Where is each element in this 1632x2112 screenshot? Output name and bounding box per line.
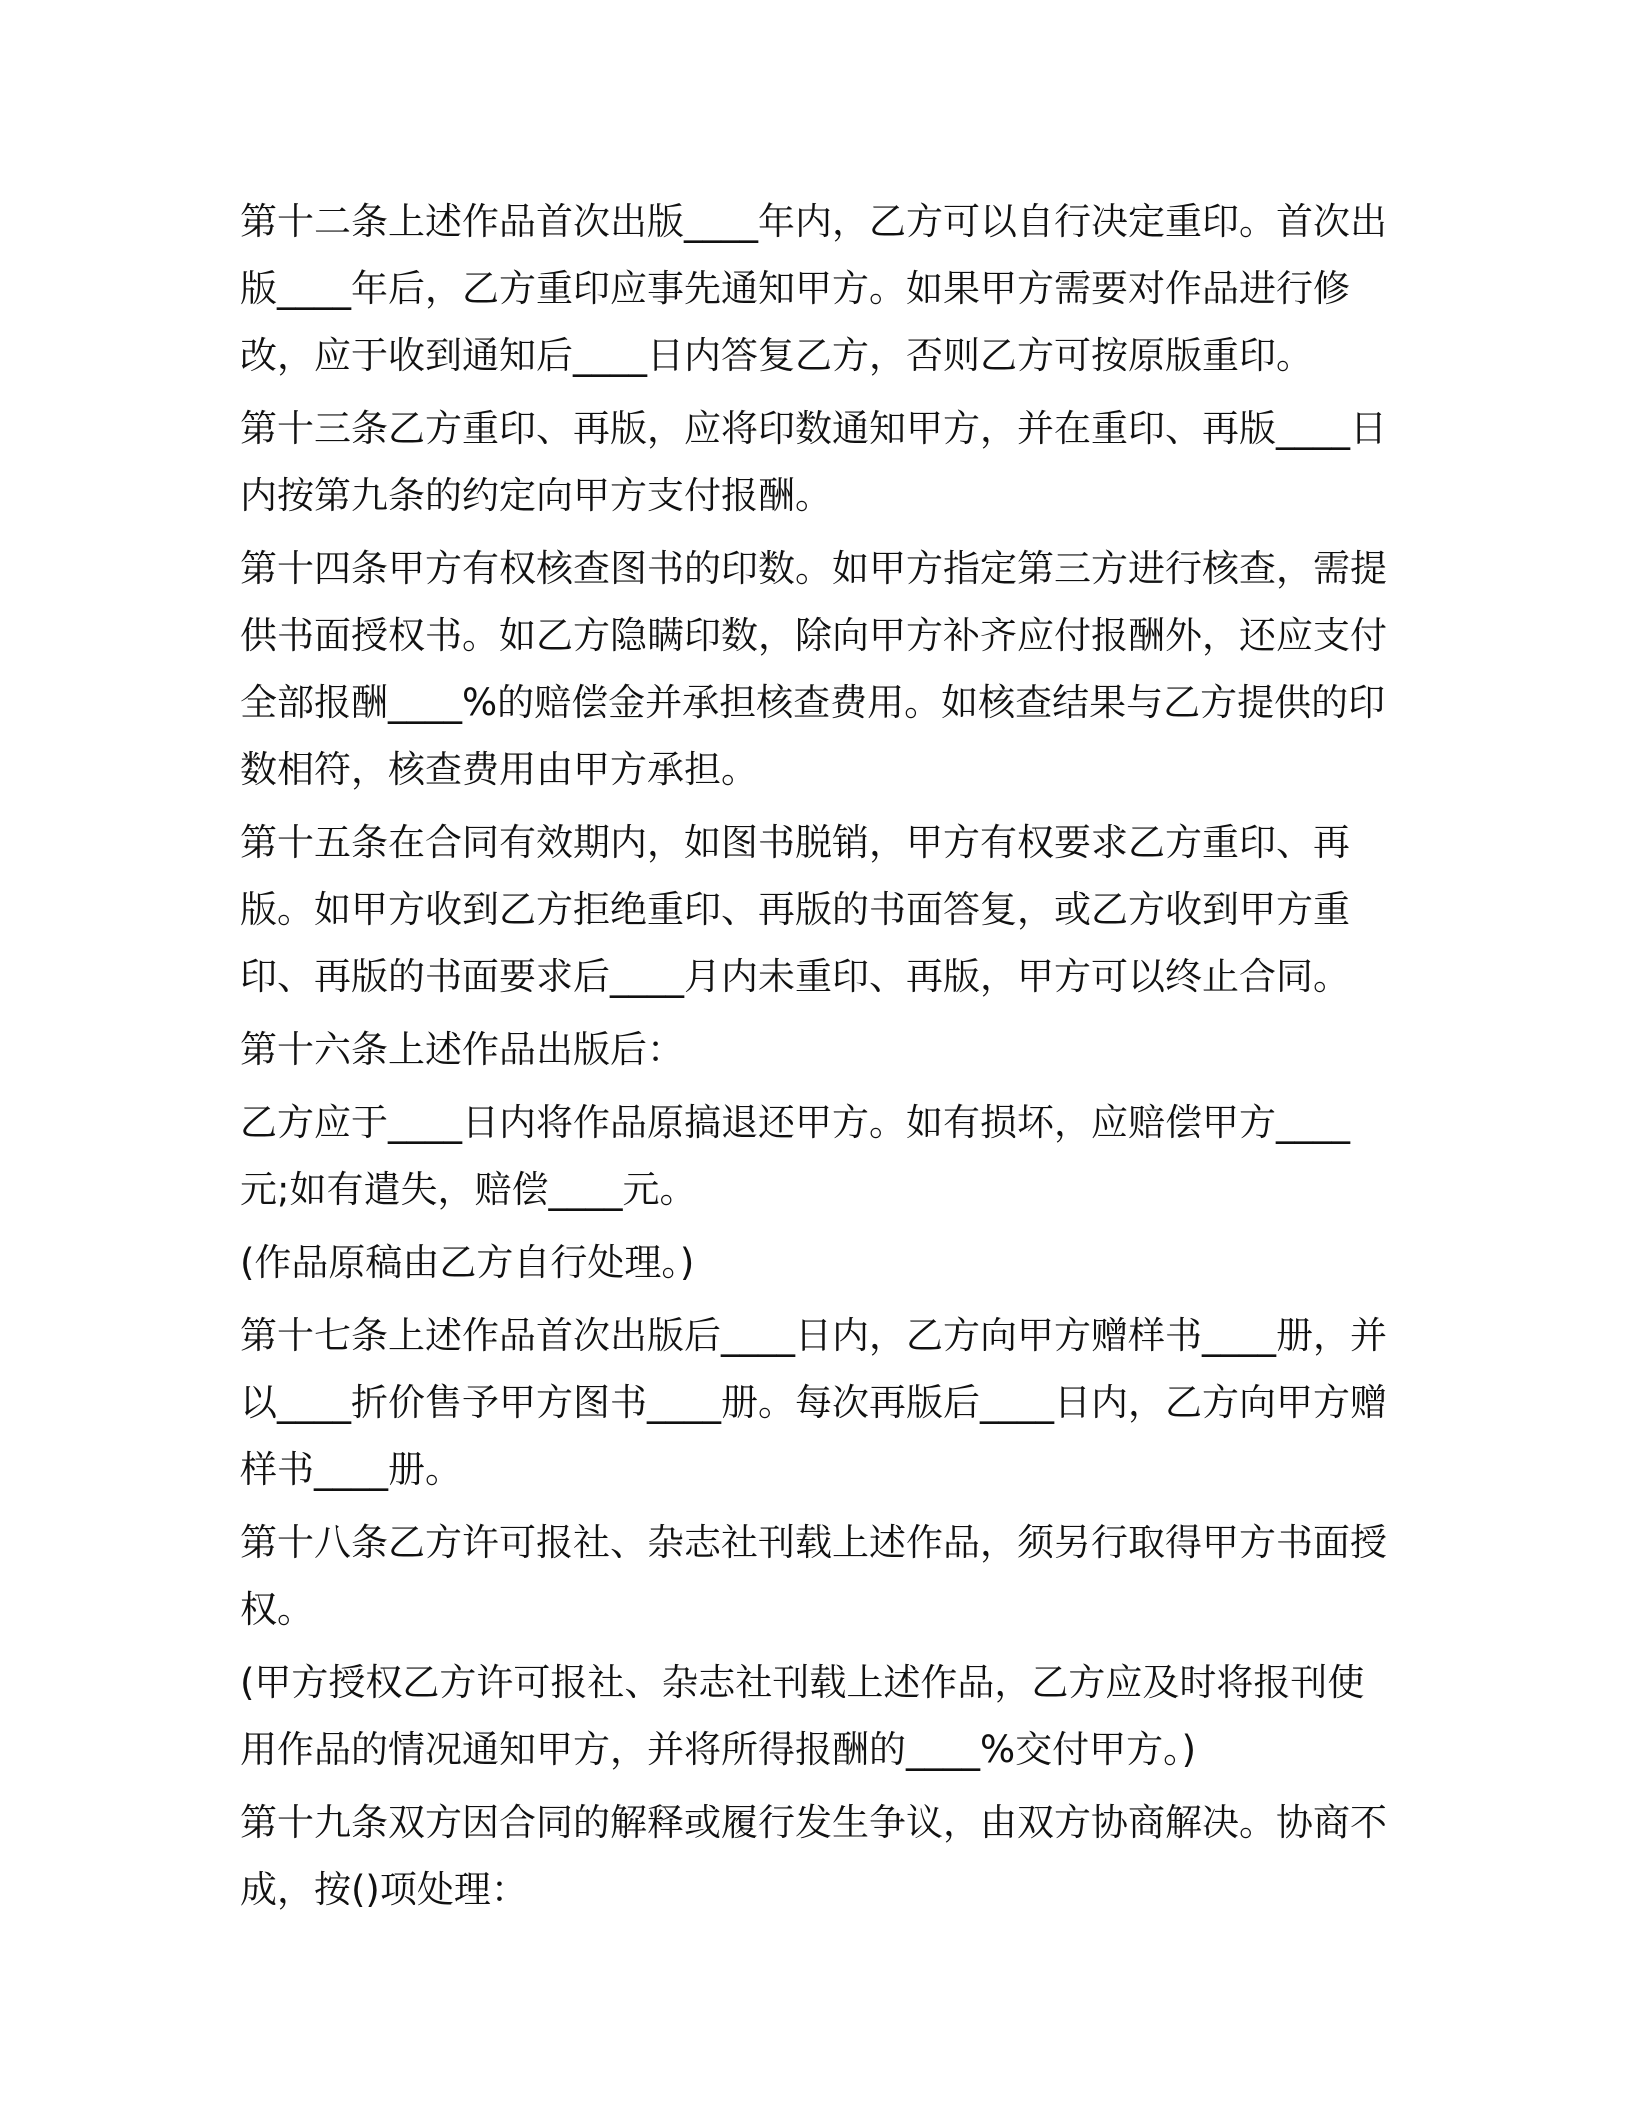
clause-19: 第十九条双方因合同的解释或履行发生争议，由双方协商解决。协商不成，按()项处理： [240,1801,1387,1911]
clause-14: 第十四条甲方有权核查图书的印数。如甲方指定第三方进行核查，需提供书面授权书。如乙方隐瞒印数，除向甲方补齐应付报酬外，还应支付全部报酬____%的赔偿金并承担核查费用。如核查结果与乙方提供的印数相符，核查费用由甲方承担。 [240,547,1387,791]
clause-13: 第十三条乙方重印、再版，应将印数通知甲方，并在重印、再版____日内按第九条的约定向甲方支付报酬。 [240,407,1387,517]
clause-18-note: (甲方授权乙方许可报社、杂志社刊载上述作品，乙方应及时将报刊使用作品的情况通知甲方，并将所得报酬的____%交付甲方。) [240,1661,1365,1771]
clause-17: 第十七条上述作品首次出版后____日内，乙方向甲方赠样书____册，并以____折价售予甲方图书____册。每次再版后____日内，乙方向甲方赠样书____册。 [240,1314,1387,1491]
clause-16-item: 乙方应于____日内将作品原搞退还甲方。如有损坏，应赔偿甲方____元;如有遣失，赔偿____元。 [240,1101,1350,1211]
document-body [240,188,1390,1923]
clause-15: 第十五条在合同有效期内，如图书脱销，甲方有权要求乙方重印、再版。如甲方收到乙方拒绝重印、再版的书面答复，或乙方收到甲方重印、再版的书面要求后____月内未重印、再版，甲方可以终止合同。 [240,821,1350,998]
clause-18: 第十八条乙方许可报社、杂志社刊载上述作品，须另行取得甲方书面授权。 [240,1521,1387,1631]
clause-12: 第十二条上述作品首次出版____年内，乙方可以自行决定重印。首次出版____年后，乙方重印应事先通知甲方。如果甲方需要对作品进行修改，应于收到通知后____日内答复乙方，否则乙方可按原版重印。 [240,200,1387,377]
clause-16-note: (作品原稿由乙方自行处理。) [240,1241,695,1284]
clause-16: 第十六条上述作品出版后： [240,1028,684,1071]
